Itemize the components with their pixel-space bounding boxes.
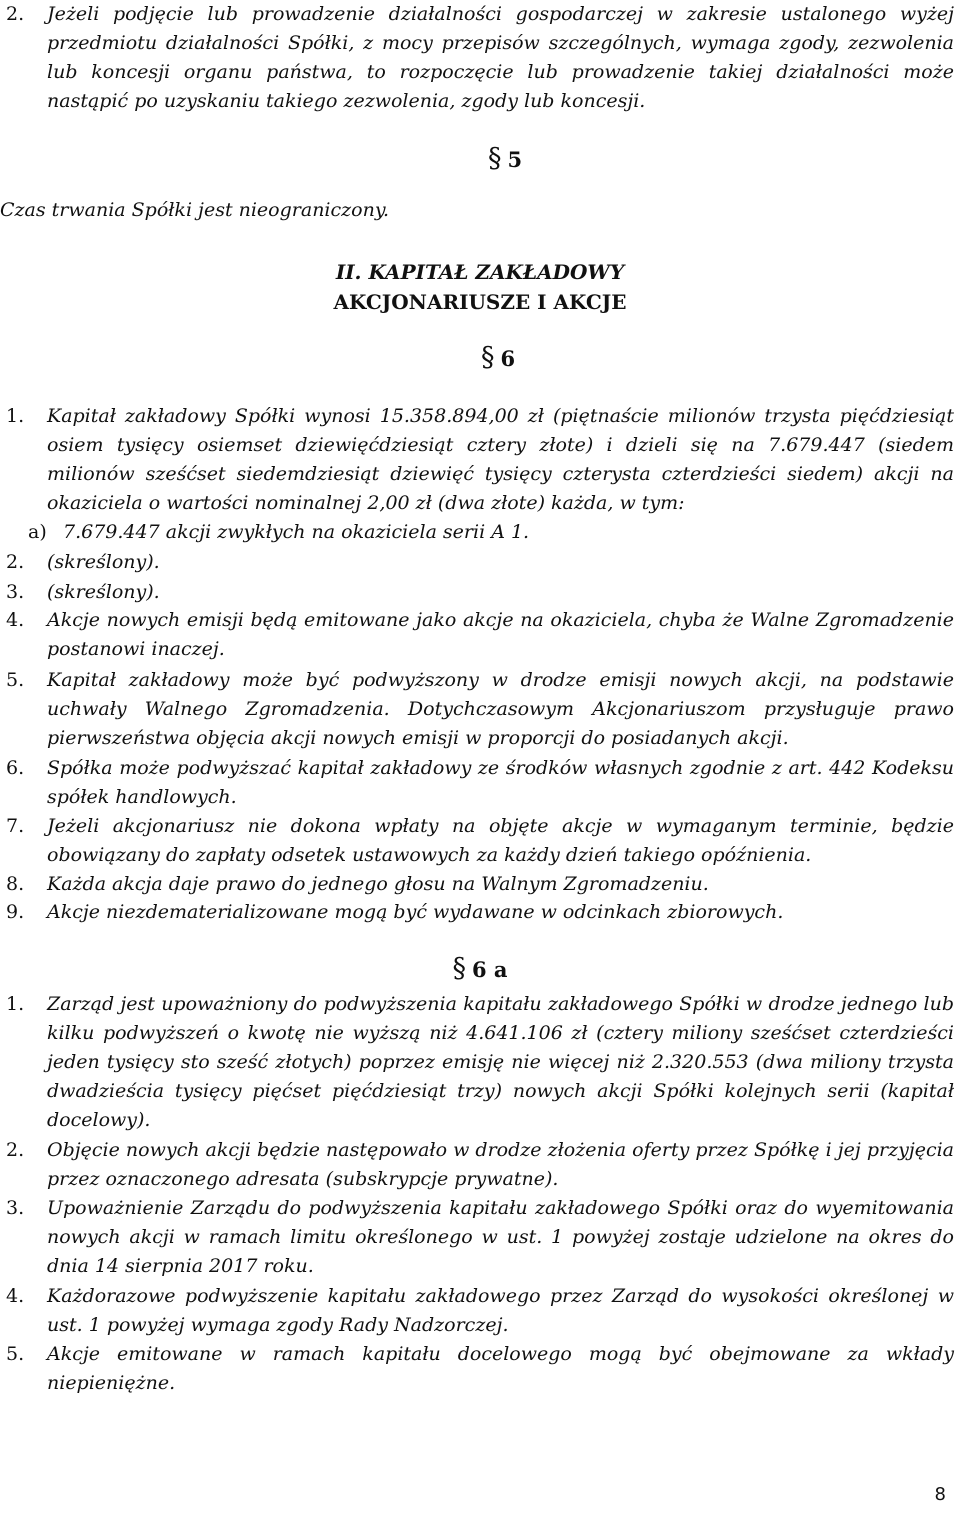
item-text: (skreślony). [47, 551, 160, 573]
section-sign: § [452, 953, 466, 984]
item-text: Spółka może podwyższać kapitał zakładowy ze środków własnych zgodnie z art. 442 Kodeksu spółek handlowych. [47, 757, 954, 808]
s6a-item-1 [0, 990, 954, 1135]
s6a-item-3 [0, 1194, 954, 1281]
item-number: 7. [6, 815, 25, 837]
item-number: 1. [6, 993, 25, 1015]
section-number: 6 a [471, 957, 508, 982]
s6a-item-5 [0, 1340, 954, 1398]
s6-item-7 [0, 812, 954, 870]
s6-item-1 [0, 402, 954, 518]
item-text: Objęcie nowych akcji będzie następowało w drodze złożenia oferty przez Spółkę i jej przyjęcia przez oznaczonego adresata (subskrypcje prywatne). [47, 1139, 954, 1190]
item-number: 3. [6, 581, 25, 603]
s6-item-8 [0, 870, 954, 899]
s6a-item-2 [0, 1136, 954, 1194]
item-number: 1. [6, 405, 25, 427]
s6-item-2 [0, 548, 954, 577]
item-text: Akcje emitowane w ramach kapitału docelowego mogą być obejmowane za wkłady niepieniężne. [47, 1343, 954, 1394]
item-number: 5. [6, 669, 25, 691]
s6-item-4 [0, 606, 954, 664]
item-text: Jeżeli podjęcie lub prowadzenie działalności gospodarczej w zakresie ustalonego wyżej przedmiotu działalności Spółki, z mocy przepisów szczególnych, wymaga zgody, zezwolenia lub koncesji organu państwa, to rozpoczęcie lub prowadzenie takiej działalności może nastąpić po uzyskaniu takiego zezwolenia, zgody lub koncesji. [47, 3, 954, 112]
s6-item-6 [0, 754, 954, 812]
duration-statement: Czas trwania Spółki jest nieograniczony. [0, 199, 390, 221]
section-number: 5 [507, 147, 523, 172]
item-text: Akcje niezdematerializowane mogą być wydawane w odcinkach zbiorowych. [47, 901, 784, 923]
s6-item-3 [0, 578, 954, 607]
item-text: Kapitał zakładowy Spółki wynosi 15.358.894,00 zł (piętnaście milionów trzysta pięćdziesiąt osiem tysięcy osiemset dziewięćdziesiąt cztery złote) i dzieli się na 7.679.447 (siedem milionów sześćset siedemdziesiąt dziewięć tysięcy czterysta czterdzieści siedem) akcji na okaziciela o wartości nominalnej 2,00 zł (dwa złote) każda, w tym: [47, 405, 954, 514]
item-text: Każda akcja daje prawo do jednego głosu na Walnym Zgromadzeniu. [47, 873, 709, 895]
item-number: 2. [6, 1139, 25, 1161]
item-number: 3. [6, 1197, 25, 1219]
item-number: 9. [6, 901, 25, 923]
chapter-subtitle: AKCJONARIUSZE I AKCJE [333, 290, 627, 314]
item-number: 8. [6, 873, 25, 895]
s6a-item-4 [0, 1282, 954, 1340]
section-heading-6 [398, 344, 598, 373]
item-number: 2. [6, 551, 25, 573]
section-sign: § [480, 342, 495, 373]
item-number: 4. [6, 1285, 25, 1307]
item-number: 2. [6, 3, 25, 25]
item-text: Upoważnienie Zarządu do podwyższenia kapitału zakładowego Spółki oraz do wyemitowania nowych akcji w ramach limitu określonego w ust. 1 powyżej zostaje udzielone na okres do dnia 14 sierpnia 2017 roku. [47, 1197, 954, 1277]
item-number: 4. [6, 609, 25, 631]
item-text: 7.679.447 akcji zwykłych na okaziciela serii A 1. [63, 521, 530, 543]
item-number: 5. [6, 1343, 25, 1365]
section-sign: § [487, 143, 502, 174]
item-text: Zarząd jest upoważniony do podwyższenia kapitału zakładowego Spółki w drodze jednego lub kilku podwyższeń o kwotę nie wyższą niż 4.641.106 zł (cztery miliony sześćset czterdzieści jeden tysięcy sto sześć złotych) poprzez emisję nie więcej niż 2.320.553 (dwa miliony trzysta dwadzieścia tysięcy pięćset pięćdziesiąt trzy) nowych akcji Spółki kolejnych serii (kapitał docelowy). [47, 993, 954, 1131]
item-number: 6. [6, 757, 25, 779]
paragraph-item-2 [0, 0, 954, 116]
item-text: Akcje nowych emisji będą emitowane jako akcje na okaziciela, chyba że Walne Zgromadzenie postanowi inaczej. [47, 609, 954, 660]
s6-item-9 [0, 898, 954, 927]
item-number: a) [28, 521, 47, 543]
s6-item-5 [0, 666, 954, 753]
page-number: 8 [934, 1484, 946, 1505]
section-heading-6a [380, 955, 580, 984]
item-text: Każdorazowe podwyższenie kapitału zakładowego przez Zarząd do wysokości określonej w ust. 1 powyżej wymaga zgody Rady Nadzorczej. [47, 1285, 954, 1336]
item-text: Kapitał zakładowy może być podwyższony w drodze emisji nowych akcji, na podstawie uchwały Walnego Zgromadzenia. Dotychczasowym Akcjonariuszom przysługuje prawo pierwszeństwa objęcia akcji nowych emisji w proporcji do posiadanych akcji. [47, 669, 954, 749]
chapter-title: II. KAPITAŁ ZAKŁADOWY [335, 260, 625, 284]
section-heading-5 [405, 145, 605, 174]
item-text: (skreślony). [47, 581, 160, 603]
s6-item-a [0, 518, 954, 547]
item-text: Jeżeli akcjonariusz nie dokona wpłaty na objęte akcje w wymaganym terminie, będzie obowiązany do zapłaty odsetek ustawowych za każdy dzień takiego opóźnienia. [47, 815, 954, 866]
section-number: 6 [500, 346, 516, 371]
